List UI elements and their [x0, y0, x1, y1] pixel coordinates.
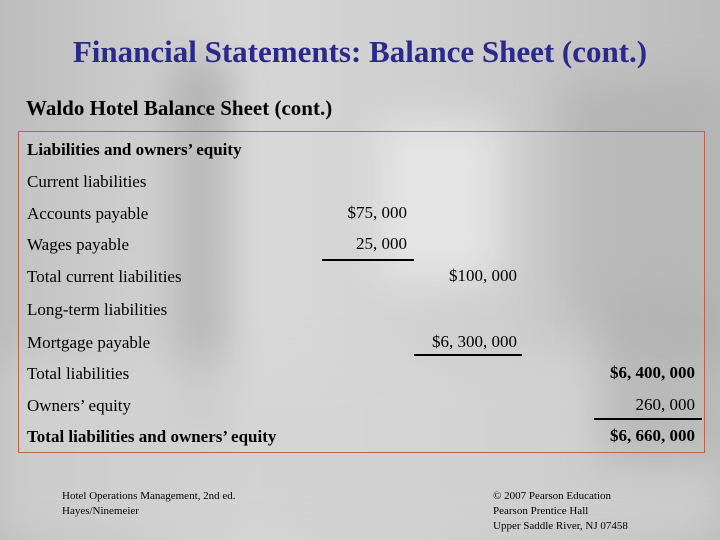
- footer-address: Upper Saddle River, NJ 07458: [493, 520, 628, 532]
- wages-payable-amount: 25, 000: [356, 234, 407, 253]
- total-liabilities-label: Total liabilities: [27, 364, 130, 383]
- subtotal-rule: [322, 259, 414, 261]
- slide-subtitle: Waldo Hotel Balance Sheet (cont.): [26, 96, 333, 120]
- mortgage-payable-amount: $6, 300, 000: [432, 332, 517, 351]
- total-current-label: Total current liabilities: [27, 267, 182, 286]
- footer-copyright-line: © 2007 Pearson Education: [493, 490, 612, 502]
- current-liabilities-label: Current liabilities: [27, 172, 147, 191]
- wages-payable-label: Wages payable: [27, 235, 129, 254]
- footer-book-title: Hotel Operations Management, 2nd ed.: [62, 490, 236, 502]
- total-current-amount: $100, 000: [449, 266, 517, 285]
- total-rule: [594, 418, 702, 420]
- footer-copyright: [493, 489, 628, 534]
- footer-publisher: Pearson Prentice Hall: [493, 505, 589, 517]
- accounts-payable-amount: $75, 000: [347, 203, 407, 222]
- grand-total-label: Total liabilities and owners’ equity: [27, 427, 277, 446]
- liabilities-rule: [414, 354, 522, 356]
- long-term-liabilities-label: Long-term liabilities: [27, 300, 168, 319]
- footer-authors: Hayes/Ninemeier: [62, 505, 139, 517]
- owners-equity-amount: 260, 000: [635, 395, 695, 414]
- footer-book-info: [62, 489, 236, 519]
- owners-equity-label: Owners’ equity: [27, 396, 132, 415]
- mortgage-payable-label: Mortgage payable: [27, 333, 151, 352]
- section-heading: Liabilities and owners’ equity: [27, 140, 242, 159]
- slide-title: Financial Statements: Balance Sheet (cont.): [72, 34, 648, 69]
- total-liabilities-amount: $6, 400, 000: [610, 363, 695, 382]
- grand-total-amount: $6, 660, 000: [610, 426, 695, 445]
- accounts-payable-label: Accounts payable: [27, 204, 149, 223]
